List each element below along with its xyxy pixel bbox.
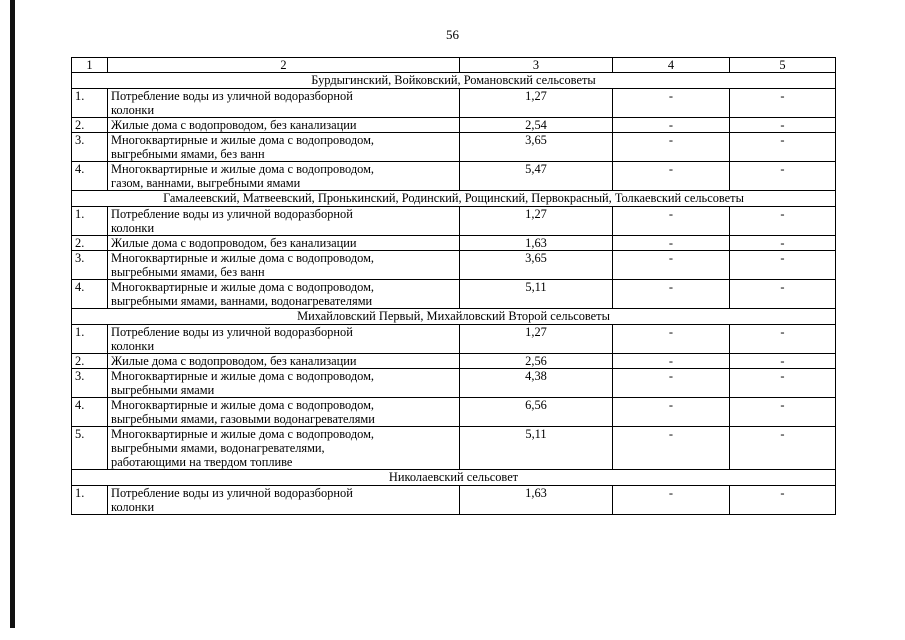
norm-value: 1,63 — [460, 236, 613, 251]
norm-value: 1,27 — [460, 325, 613, 354]
description-line: выгребными ямами, водонагревателями, — [111, 441, 325, 455]
empty-value-c5: - — [730, 325, 836, 354]
empty-value-c4: - — [613, 251, 730, 280]
description-line: Потребление воды из уличной водоразборной — [111, 486, 353, 500]
description-line: работающими на твердом топливе — [111, 455, 293, 469]
table-row — [72, 133, 836, 162]
description-line: Многоквартирные и жилые дома с водопроводом, — [111, 369, 375, 383]
norm-value: 4,38 — [460, 369, 613, 398]
empty-value-c4: - — [613, 354, 730, 369]
section-row — [72, 73, 836, 89]
page-number: 56 — [446, 27, 459, 42]
table-row — [72, 280, 836, 309]
description-line: Многоквартирные и жилые дома с водопроводом, — [111, 133, 375, 147]
norm-value: 2,54 — [460, 118, 613, 133]
description-line: Потребление воды из уличной водоразборной — [111, 325, 353, 339]
row-number: 3. — [72, 369, 108, 398]
table-row — [72, 486, 836, 515]
norm-value: 2,56 — [460, 354, 613, 369]
table-row — [72, 251, 836, 280]
section-title: Николаевский сельсовет — [72, 470, 836, 486]
table-row — [72, 207, 836, 236]
row-description — [108, 369, 460, 398]
empty-value-c5: - — [730, 486, 836, 515]
description-line: колонки — [111, 221, 155, 235]
section-row — [72, 191, 836, 207]
description-line: Потребление воды из уличной водоразборной — [111, 207, 353, 221]
empty-value-c5: - — [730, 236, 836, 251]
table-row — [72, 369, 836, 398]
row-description — [108, 486, 460, 515]
empty-value-c4: - — [613, 325, 730, 354]
header-cell-4: 4 — [613, 58, 730, 73]
table-row — [72, 118, 836, 133]
norm-value: 5,11 — [460, 280, 613, 309]
section-title: Гамалеевский, Матвеевский, Пронькинский, Родинский, Рощинский, Первокрасный, Толкаевский сельсоветы — [72, 191, 836, 207]
description-line: Жилые дома с водопроводом, без канализации — [111, 236, 357, 250]
row-number: 5. — [72, 427, 108, 470]
empty-value-c4: - — [613, 369, 730, 398]
table-row — [72, 354, 836, 369]
table-row — [72, 325, 836, 354]
description-line: газом, ваннами, выгребными ямами — [111, 176, 301, 190]
description-line: Жилые дома с водопроводом, без канализации — [111, 118, 357, 132]
empty-value-c4: - — [613, 486, 730, 515]
row-number: 3. — [72, 133, 108, 162]
empty-value-c4: - — [613, 280, 730, 309]
empty-value-c4: - — [613, 427, 730, 470]
section-row — [72, 309, 836, 325]
description-line: колонки — [111, 103, 155, 117]
empty-value-c4: - — [613, 118, 730, 133]
empty-value-c4: - — [613, 236, 730, 251]
empty-value-c5: - — [730, 89, 836, 118]
description-line: выгребными ямами, без ванн — [111, 265, 265, 279]
row-number: 1. — [72, 207, 108, 236]
water-consumption-table — [71, 57, 836, 515]
scan-edge-bar — [10, 0, 15, 628]
header-cell-2: 2 — [108, 58, 460, 73]
row-number: 2. — [72, 354, 108, 369]
empty-value-c5: - — [730, 354, 836, 369]
table-row — [72, 236, 836, 251]
description-line: выгребными ямами, ваннами, водонагревателями — [111, 294, 373, 308]
table-row — [72, 162, 836, 191]
empty-value-c5: - — [730, 133, 836, 162]
row-description — [108, 89, 460, 118]
empty-value-c5: - — [730, 162, 836, 191]
row-number: 4. — [72, 162, 108, 191]
description-line: выгребными ямами, газовыми водонагревателями — [111, 412, 375, 426]
empty-value-c4: - — [613, 89, 730, 118]
row-number: 2. — [72, 118, 108, 133]
row-number: 1. — [72, 325, 108, 354]
description-line: колонки — [111, 500, 155, 514]
description-line: Жилые дома с водопроводом, без канализации — [111, 354, 357, 368]
table-body — [72, 58, 836, 515]
norm-value: 1,27 — [460, 207, 613, 236]
row-number: 1. — [72, 486, 108, 515]
empty-value-c4: - — [613, 133, 730, 162]
header-cell-3: 3 — [460, 58, 613, 73]
norm-value: 6,56 — [460, 398, 613, 427]
norm-value: 3,65 — [460, 133, 613, 162]
empty-value-c5: - — [730, 427, 836, 470]
row-number: 4. — [72, 280, 108, 309]
norm-value: 5,47 — [460, 162, 613, 191]
row-description — [108, 207, 460, 236]
table-row — [72, 398, 836, 427]
empty-value-c5: - — [730, 398, 836, 427]
empty-value-c5: - — [730, 251, 836, 280]
description-line: колонки — [111, 339, 155, 353]
row-description — [108, 354, 460, 369]
description-line: Многоквартирные и жилые дома с водопроводом, — [111, 398, 375, 412]
row-description — [108, 398, 460, 427]
section-row — [72, 470, 836, 486]
row-description — [108, 280, 460, 309]
row-description — [108, 162, 460, 191]
row-description — [108, 118, 460, 133]
empty-value-c4: - — [613, 162, 730, 191]
row-description — [108, 251, 460, 280]
description-line: Многоквартирные и жилые дома с водопроводом, — [111, 427, 375, 441]
section-title: Бурдыгинский, Войковский, Романовский сельсоветы — [72, 73, 836, 89]
norm-value: 5,11 — [460, 427, 613, 470]
table-row — [72, 427, 836, 470]
norm-value: 1,27 — [460, 89, 613, 118]
empty-value-c4: - — [613, 398, 730, 427]
description-line: Потребление воды из уличной водоразборной — [111, 89, 353, 103]
row-number: 2. — [72, 236, 108, 251]
description-line: Многоквартирные и жилые дома с водопроводом, — [111, 280, 375, 294]
description-line: Многоквартирные и жилые дома с водопроводом, — [111, 251, 375, 265]
row-description — [108, 236, 460, 251]
header-row — [72, 58, 836, 73]
description-line: выгребными ямами, без ванн — [111, 147, 265, 161]
row-number: 1. — [72, 89, 108, 118]
norm-value: 3,65 — [460, 251, 613, 280]
row-number: 3. — [72, 251, 108, 280]
empty-value-c5: - — [730, 369, 836, 398]
header-cell-5: 5 — [730, 58, 836, 73]
row-number: 4. — [72, 398, 108, 427]
empty-value-c5: - — [730, 280, 836, 309]
empty-value-c5: - — [730, 118, 836, 133]
table-row — [72, 89, 836, 118]
norm-value: 1,63 — [460, 486, 613, 515]
header-cell-1: 1 — [72, 58, 108, 73]
section-title: Михайловский Первый, Михайловский Второй сельсоветы — [72, 309, 836, 325]
empty-value-c5: - — [730, 207, 836, 236]
row-description — [108, 427, 460, 470]
row-description — [108, 325, 460, 354]
description-line: выгребными ямами — [111, 383, 215, 397]
description-line: Многоквартирные и жилые дома с водопроводом, — [111, 162, 375, 176]
empty-value-c4: - — [613, 207, 730, 236]
row-description — [108, 133, 460, 162]
